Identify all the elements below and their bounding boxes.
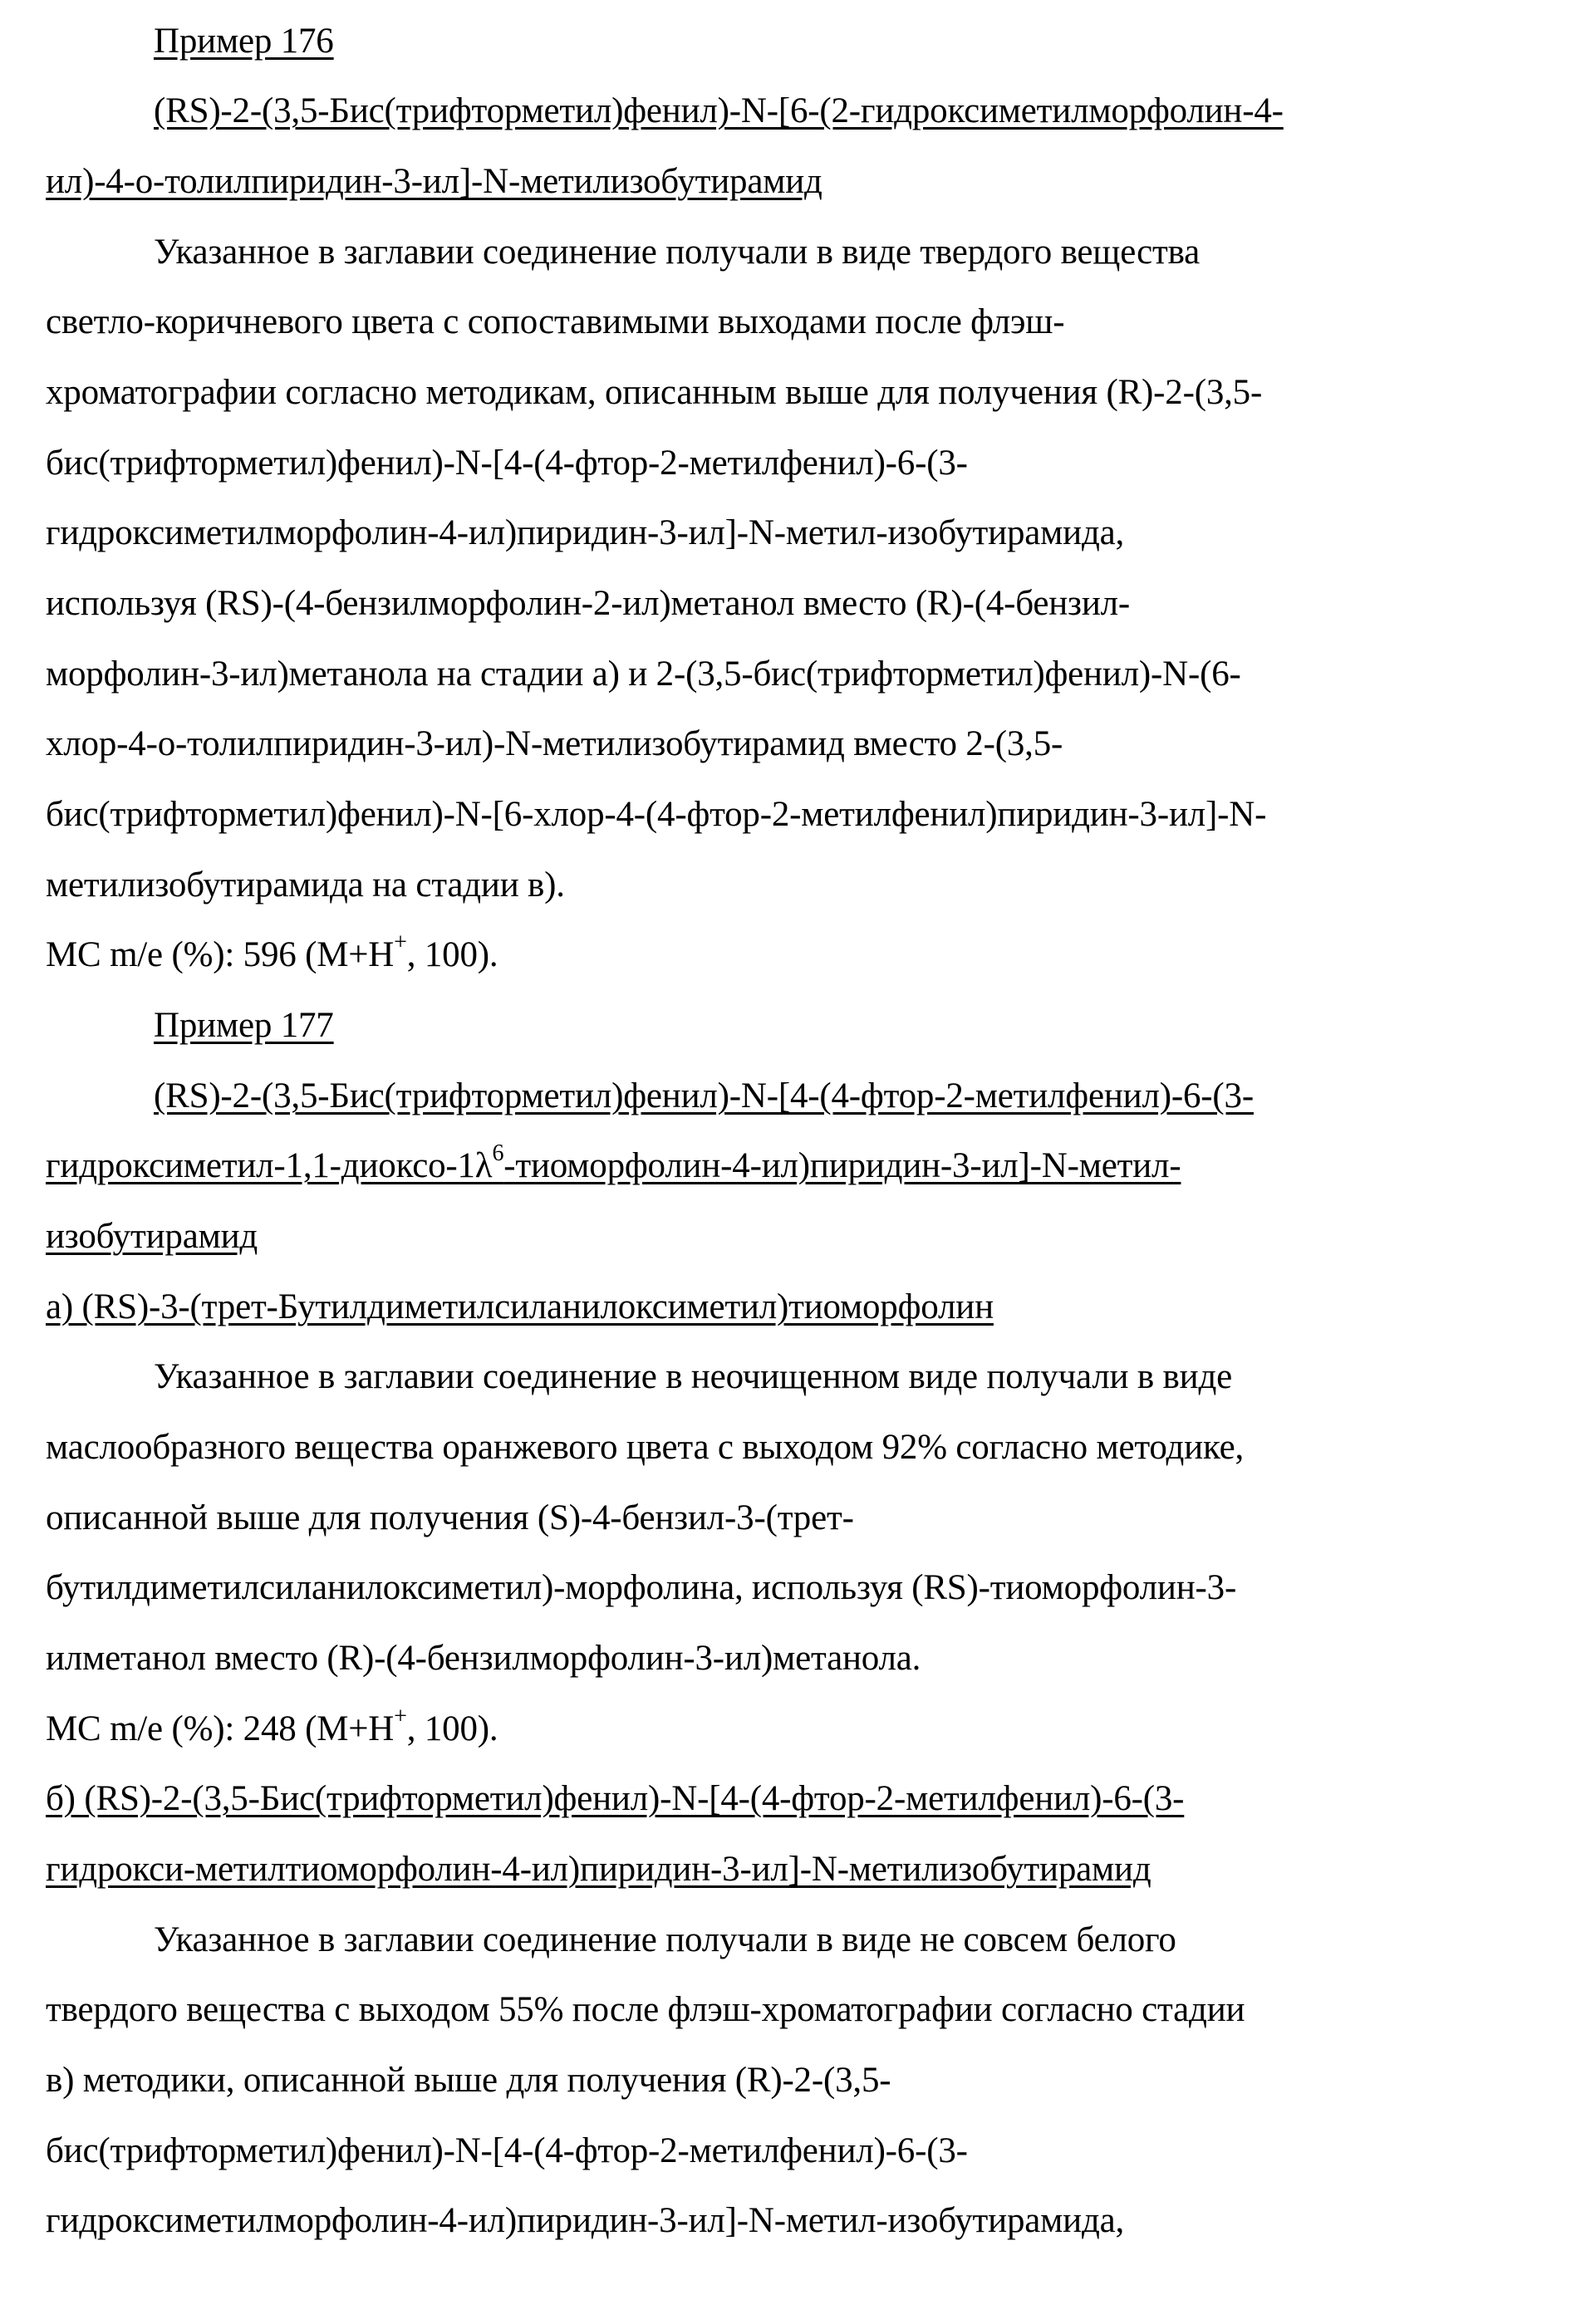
superscript: + xyxy=(394,1704,407,1729)
paragraph-line: илметанол вместо (R)-(4-бензилморфолин-3-ил)метанола. xyxy=(46,1639,921,1678)
paragraph-line: твердого вещества с выходом 55% после флэш-хроматографии согласно стадии xyxy=(46,1990,1245,2029)
example-177-title-line-1: (RS)-2-(3,5-Бис(трифторметил)фенил)-N-[4-(4-фтор-2-метилфенил)-6-(3- xyxy=(154,1076,1254,1115)
paragraph-line: морфолин-3-ил)метанола на стадии а) и 2-(3,5-бис(трифторметил)фенил)-N-(6- xyxy=(46,655,1241,694)
paragraph-line: маслообразного вещества оранжевого цвета с выходом 92% согласно методике, xyxy=(46,1428,1245,1467)
ms-text-end: , 100). xyxy=(406,1709,498,1748)
ms-result-line xyxy=(46,1704,498,1754)
paragraph-line: гидроксиметилморфолин-4-ил)пиридин-3-ил]-N-метил-изобутирамида, xyxy=(46,513,1125,552)
paragraph-line: гидроксиметилморфолин-4-ил)пиридин-3-ил]-N-метил-изобутирамида, xyxy=(46,2201,1125,2240)
paragraph-line: метилизобутирамида на стадии в). xyxy=(46,865,565,905)
step-b-heading-line-1: б) (RS)-2-(3,5-Бис(трифторметил)фенил)-N-[4-(4-фтор-2-метилфенил)-6-(3- xyxy=(46,1779,1185,1818)
step-a-heading: а) (RS)-3-(трет-Бутилдиметилсиланилоксиметил)тиоморфолин xyxy=(46,1287,994,1326)
paragraph-line: бис(трифторметил)фенил)-N-[6-хлор-4-(4-фтор-2-метилфенил)пиридин-3-ил]-N- xyxy=(46,795,1267,834)
title-text: гидроксиметил-1,1-диоксо-1λ xyxy=(46,1146,493,1185)
paragraph-line: Указанное в заглавии соединение в неочищенном виде получали в виде xyxy=(154,1357,1233,1396)
example-177-title-line-2 xyxy=(46,1141,1181,1191)
paragraph-line: в) методики, описанной выше для получения (R)-2-(3,5- xyxy=(46,2061,891,2100)
example-176-title-line-1: (RS)-2-(3,5-Бис(трифторметил)фенил)-N-[6-(2-гидроксиметилморфолин-4- xyxy=(154,91,1284,130)
paragraph-line: бис(трифторметил)фенил)-N-[4-(4-фтор-2-метилфенил)-6-(3- xyxy=(46,2131,968,2170)
ms-text-end: , 100). xyxy=(406,935,498,974)
paragraph-line: бутилдиметилсиланилоксиметил)-морфолина, используя (RS)-тиоморфолин-3- xyxy=(46,1568,1237,1607)
example-177-title-line-3: изобутирамид xyxy=(46,1217,258,1256)
paragraph-line: хлор-4-о-толилпиридин-3-ил)-N-метилизобутирамид вместо 2-(3,5- xyxy=(46,724,1063,763)
paragraph-line: используя (RS)-(4-бензилморфолин-2-ил)метанол вместо (R)-(4-бензил- xyxy=(46,584,1131,623)
step-b-heading-line-2: гидрокси-метилтиоморфолин-4-ил)пиридин-3-ил]-N-метилизобутирамид xyxy=(46,1850,1151,1889)
example-177-heading: Пример 177 xyxy=(154,1006,334,1045)
paragraph-line: Указанное в заглавии соединение получали в виде не совсем белого xyxy=(154,1920,1176,1959)
paragraph-line: бис(трифторметил)фенил)-N-[4-(4-фтор-2-метилфенил)-6-(3- xyxy=(46,444,968,483)
paragraph-line: светло-коричневого цвета с сопоставимыми выходами после флэш- xyxy=(46,302,1065,341)
ms-result-line xyxy=(46,930,498,980)
superscript: 6 xyxy=(492,1140,504,1166)
paragraph-line: хроматографии согласно методикам, описанным выше для получения (R)-2-(3,5- xyxy=(46,373,1263,412)
ms-text: МС m/e (%): 596 (M+H xyxy=(46,935,395,974)
example-176-heading: Пример 176 xyxy=(154,22,334,61)
paragraph-line: описанной выше для получения (S)-4-бензил-3-(трет- xyxy=(46,1498,854,1537)
paragraph-line: Указанное в заглавии соединение получали в виде твердого вещества xyxy=(154,233,1201,272)
title-text-end: -тиоморфолин-4-ил)пиридин-3-ил]-N-метил- xyxy=(503,1146,1181,1185)
ms-text: МС m/e (%): 248 (M+H xyxy=(46,1709,395,1748)
example-176-title-line-2: ил)-4-о-толилпиридин-3-ил]-N-метилизобутирамид xyxy=(46,162,822,201)
superscript: + xyxy=(394,929,407,955)
